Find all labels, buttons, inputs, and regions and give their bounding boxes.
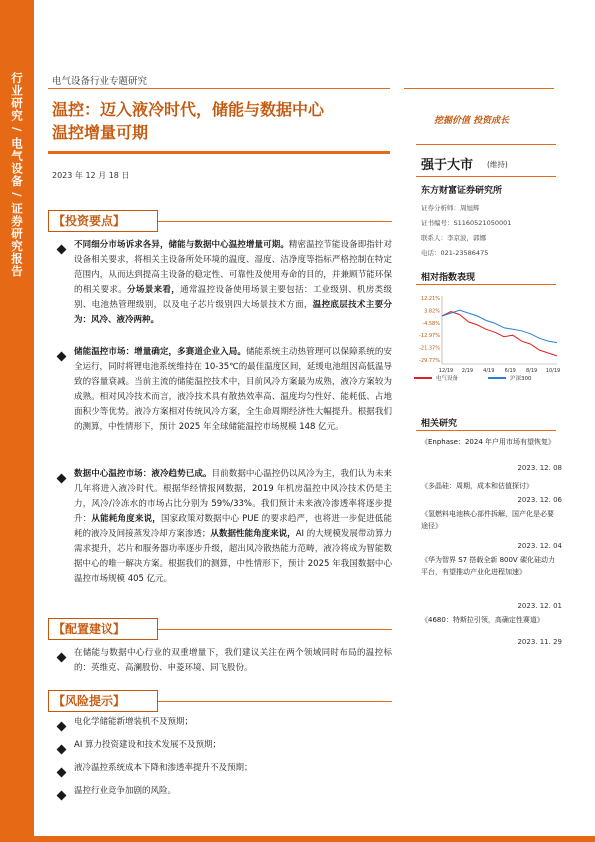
risk-item: 电化学储能新增装机不及预期； — [74, 717, 194, 727]
bullet-icon — [57, 768, 67, 778]
related-item-date: 2023. 12. 04 — [517, 542, 562, 550]
y-tick-label: -21.37% — [419, 345, 440, 352]
chart-series-group — [442, 310, 557, 356]
bullet-icon — [57, 722, 67, 732]
analyst-row: 证券分析师：周旭辉 — [421, 204, 480, 212]
y-tick-label: 3.82% — [424, 308, 440, 315]
legend-swatch-index — [488, 377, 506, 379]
broker-name: 东方财富证券研究所 — [421, 186, 503, 196]
legend-label-sector: 电气设备 — [436, 376, 459, 382]
title-line-1: 温控：迈入液冷时代，储能与数据中心 — [52, 100, 325, 119]
analyst-row: 证书编号：S1160521050001 — [421, 219, 512, 227]
y-tick-label: -29.77% — [419, 358, 440, 364]
invest-p3-lead: 数据中心温控市场：液冷趋势已成。 — [74, 469, 212, 479]
invest-p2-lead: 储能温控市场：增量确定，多赛道企业入局。 — [74, 347, 246, 357]
x-tick-label: 10/19 — [545, 368, 561, 374]
risk-item: 液冷温控系统成本下降和渗透率提升不及预期； — [74, 763, 253, 773]
bullet-icon — [57, 352, 67, 362]
related-item-title[interactable]: 《Enphase：2024 年户用市场有望恢复》 — [421, 438, 556, 446]
invest-p1-lead-2: 分场景来看， — [127, 285, 181, 295]
header-divider — [48, 88, 390, 89]
related-item-date: 2023. 12. 06 — [517, 496, 562, 504]
rating-main: 强于大市 — [421, 158, 474, 173]
x-tick-label: 8/19 — [525, 368, 538, 374]
page-title — [52, 98, 392, 144]
rating-divider-bottom — [416, 176, 556, 177]
related-item-date: 2023. 12. 08 — [517, 464, 562, 472]
related-item-title[interactable]: 《华为智界 S7 搭载全新 800V 碳化硅动力平台，有望推动产业化进程加速》 — [421, 556, 555, 576]
x-tick-label: 4/19 — [483, 368, 495, 374]
analyst-row: 电话：021-23586475 — [421, 249, 489, 257]
invest-paragraph-2 — [74, 345, 392, 435]
relative-index-chart — [412, 292, 562, 392]
invest-paragraph-3 — [74, 467, 392, 587]
legend-label-index: 沪深300 — [510, 376, 532, 382]
chart-y-ticks — [419, 296, 440, 364]
invest-p3-text-2: 国家政策对数据中心 PUE 的要求趋严，也将进一步促进低能耗的液冷及间接蒸发冷却方案渗透； — [74, 514, 392, 539]
left-sidebar — [0, 0, 34, 842]
section-title-risk: 【风险提示】 — [48, 690, 158, 712]
right-header-divider — [404, 88, 554, 89]
title-underline — [48, 151, 390, 154]
invest-p1-text-2: 通常温控设备使用场景主要包括：工业级别、机房类级别、电池热管理级别，以及电子芯片级别四大场景技术方面， — [74, 285, 392, 310]
invest-p1-lead: 不同细分市场诉求各异，储能与数据中心温控增量可期。 — [74, 240, 289, 250]
invest-p3-lead-2: 从能耗角度来说， — [91, 514, 161, 524]
invest-p3-lead-3: 从数据性能角度来说， — [210, 529, 296, 539]
related-divider — [416, 430, 556, 431]
invest-p3-text: 目前数据中心温控仍以风冷为主，我们认为未来几年将进入液冷时代。根据华经情报网数据，2019 年机房温控中风冷技术仍是主力，风冷/冷冻水的市场占比分别为 59%/33%。我们预计未来液冷渗透率将逐步提升： — [74, 469, 392, 524]
report-date: 2023 年 12 月 18 日 — [52, 171, 130, 180]
rating-divider-top — [416, 144, 556, 145]
section-title-invest: 【投资要点】 — [48, 210, 158, 232]
footer-bar — [34, 836, 595, 842]
risk-item: 温控行业竞争加剧的风险。 — [74, 786, 177, 796]
legend-swatch-sector — [414, 377, 432, 379]
sidebar-label: 行业研究 / 电气设备 / 证券研究报告 — [10, 72, 24, 278]
x-tick-label: 6/19 — [504, 368, 516, 374]
analyst-row: 联系人：李京波，郭娜 — [421, 234, 486, 242]
related-item-title[interactable]: 《多晶硅：周期，成本和估值探讨》 — [421, 482, 533, 490]
related-item-title[interactable]: 《氢燃料电池核心部件拆解，国产化是必要途径》 — [421, 510, 554, 530]
invest-p3-text-3: AI 的大规模发展带动算力需求提升，芯片和服务器功率逐步升级，超出风冷散热能力范畴，液冷将成为智能数据中心的唯一解决方案。根据我们的测算，中性情形下，预计 2025 年我国数据中心温控市场规模 405 亿元。 — [74, 529, 392, 584]
x-tick-label: 2/19 — [461, 368, 474, 374]
bullet-icon — [57, 745, 67, 755]
bullet-icon — [57, 245, 67, 255]
section-rule-risk — [158, 701, 392, 702]
section-rule-invest — [158, 221, 392, 222]
invest-p1-text: 精密温控节能设备即指针对设备相关要求，将相关主设备所处环境的温度、湿度、洁净度等指标严格控制在特定范围内，从而达到提高主设备的稳定性、可靠性及使用寿命的目的，并兼顾节能环保的相关要求。 — [74, 240, 392, 295]
y-tick-label: 12.21% — [420, 296, 440, 302]
bullet-icon — [57, 653, 67, 663]
config-paragraph: 在储能与数据中心行业的双重增量下，我们建议关注在两个领域同时布局的温控标的：英维克、高澜股份、申菱环境、同飞股份。 — [74, 648, 392, 673]
related-item-date: 2023. 11. 29 — [517, 638, 562, 646]
x-tick-label: 12/19 — [438, 368, 454, 374]
related-heading: 相关研究 — [421, 419, 458, 429]
bullet-icon — [57, 474, 67, 484]
bullet-icon — [57, 791, 67, 801]
series-line-sector — [442, 312, 557, 356]
invest-paragraph-1 — [74, 238, 392, 328]
risk-item: AI 算力投资建设和技术发展不及预期； — [74, 740, 222, 750]
relative-index-heading: 相对指数表现 — [421, 273, 476, 283]
rating-sub: (维持) — [487, 160, 508, 169]
invest-p1-lead-3: 温控底层技术主要分为：风冷、液冷两种。 — [74, 300, 392, 325]
y-tick-label: -12.97% — [419, 333, 440, 340]
slogan: 挖掘价值 投资成长 — [434, 116, 510, 126]
title-line-2: 温控增量可期 — [52, 123, 149, 142]
report-category: 电气设备行业专题研究 — [52, 76, 148, 87]
y-tick-label: -4.58% — [422, 320, 440, 327]
section-rule-config — [158, 629, 392, 630]
section-title-config: 【配置建议】 — [48, 618, 158, 640]
related-item-title[interactable]: 《4680：特斯拉引领，高确定性赛道》 — [421, 616, 544, 624]
related-item-date: 2023. 12. 01 — [517, 602, 562, 610]
invest-p2-text: 储能系统主动热管理可以保障系统的安全运行，同时将锂电池系统维持在 10-35℃的最佳温度区间，延缓电池组因高低温导致的容量衰减。当前主流的储能温控技术中，目前风冷方案最为成熟，液冷方案较为成熟。相对风冷技术而言，液冷技术具有散热效率高、温度均匀性好、能耗低、占地面积少等优势。液冷方案相对传统风冷方案，全生命周期经济性大幅提升。根据我们的测算，中性情形下，预计 2025 年全球储能温控市场规模 148 亿元。 — [74, 347, 392, 432]
relative-index-divider — [416, 284, 556, 285]
